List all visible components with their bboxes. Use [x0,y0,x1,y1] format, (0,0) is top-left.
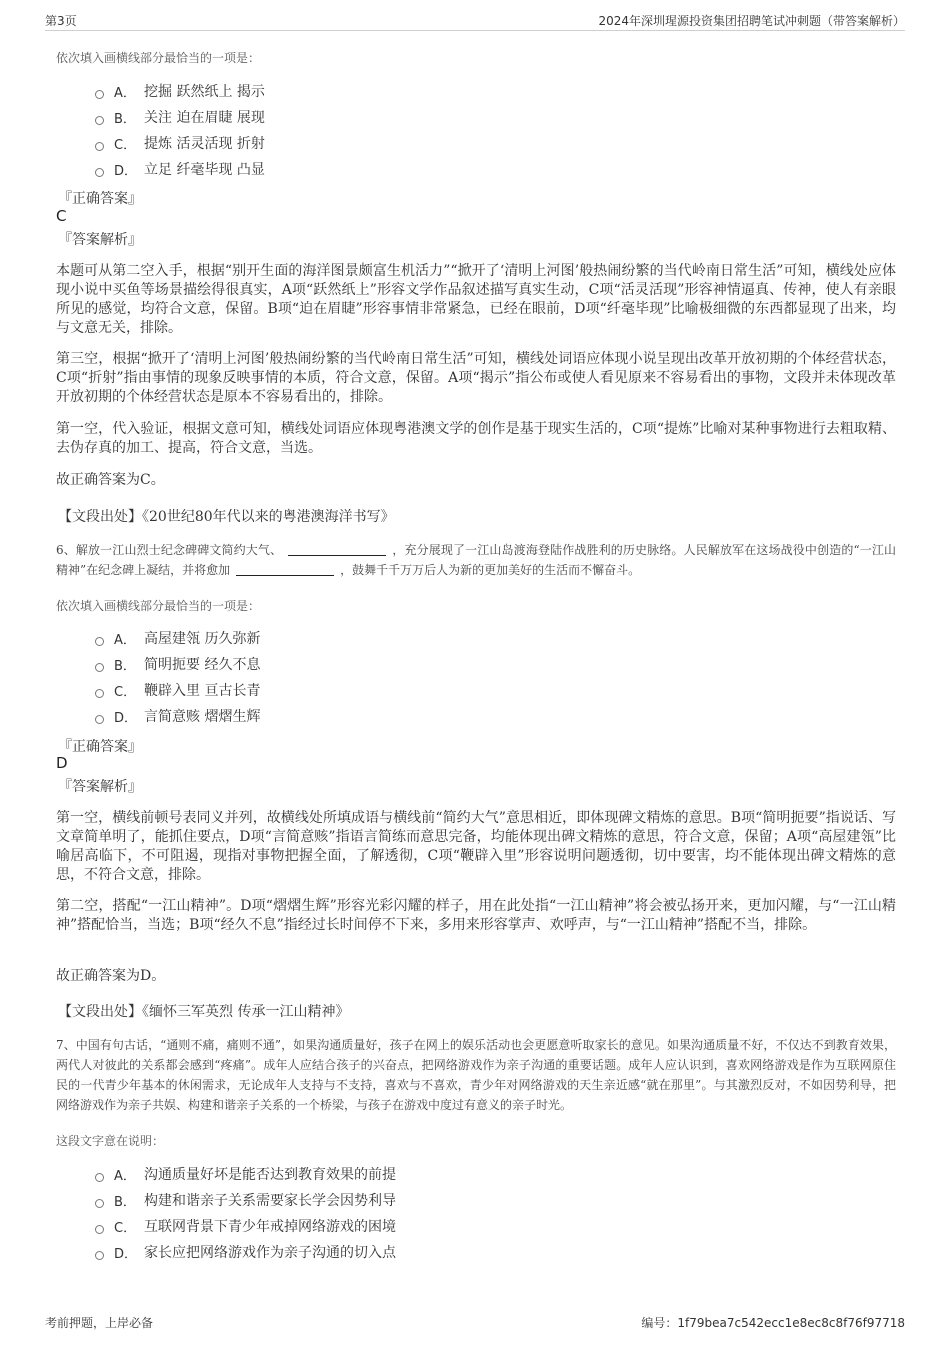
q7-option-b[interactable]: B． 构建和谐亲子关系需要家长学会因势利导 [95,1187,396,1213]
q7-question: 7、中国有句古话，“通则不痛，痛则不通”，如果沟通质量好，孩子在网上的娱乐活动也会更愿意听取家长的意见。如果沟通质量不好，不仅达不到教育效果，两代人对彼此的关系都会感到“疼痛”。成年人应结合孩子的兴奋点，把网络游戏作为亲子沟通的重要话题。成年人应认识到，喜欢网络游戏是作为互联网原住民的一代青少年基本的休闲需求，无论成年人支持与不支持，喜欢与不喜欢，青少年对网络游戏的天生亲近感“就在那里”。与其激烈反对，不如因势利导，把网络游戏作为亲子共娱、构建和谐亲子关系的一个桥梁，与孩子在游戏中度过有意义的亲子时光。 [56,1038,896,1112]
radio-icon[interactable] [95,1225,104,1234]
q5-options [95,78,265,182]
radio-icon[interactable] [95,116,104,125]
page-header [45,8,905,31]
q5-source: 【文段出处】《20世纪80年代以来的粤港澳海洋书写》 [58,509,395,525]
q5-analysis-paragraph: 本题可从第二空入手，根据“别开生面的海洋图景颇富生机活力”“掀开了‘清明上河图’般热闹纷繁的当代岭南日常生活”可知，横线处应体现小说中买鱼等场景描绘得很真实，A项“跃然纸上”形容文学作品叙述描写真实生动，C项“活灵活现”形容神情逼真、传神，使人有亲眼所见的感觉，均符合文意，保留。B项“迫在眉睫”形容事情非常紧急，已经在眼前，D项“纤毫毕现”比喻极细微的东西都显现了出来，均与文意无关，排除。 [56,263,896,336]
q6-analysis-conclusion: 故正确答案为D。 [56,968,166,984]
radio-icon[interactable] [95,689,104,698]
blank-line [288,543,386,556]
q6-prompt: 依次填入画横线部分最恰当的一项是： [56,599,261,613]
q6-analysis-label: 『答案解析』 [58,779,142,795]
q5-analysis-paragraph: 第三空，根据“掀开了‘清明上河图’般热闹纷繁的当代岭南日常生活”可知，横线处词语应体现小说呈现出改革开放初期的个体经营状态，C项“折射”指由事情的现象反映事情的本质，符合文意，保留。A项“揭示”指公布或使人看见原来不容易看出的事物，文段并未体现改革开放初期的个体经营状态是原本不容易看出的，排除。 [56,351,896,405]
q5-option-b[interactable]: B． 关注 迫在眉睫 展现 [95,104,265,130]
radio-icon[interactable] [95,142,104,151]
page-footer [45,1312,905,1332]
q6-analysis-paragraph: 第一空，横线前顿号表同义并列，故横线处所填成语与横线前“简约大气”意思相近，即体现碑文精炼的意思。B项“简明扼要”指说话、写文章简单明了，能抓住要点，D项“言简意赅”指语言简练而意思完备，均能体现出碑文精炼的意思，符合文意，保留；A项“高屋建瓴”比喻居高临下，不可阻遏，现指对事物把握全面，了解透彻，C项“鞭辟入里”形容说明问题透彻，切中要害，均不能体现出碑文精炼的意思，不符合文意，排除。 [56,810,896,883]
document-code: 编号：1f79bea7c542ecc1e8ec8c8f76f97718 [641,1316,905,1330]
q5-option-d[interactable]: D． 立足 纤毫毕现 凸显 [95,156,265,182]
radio-icon[interactable] [95,637,104,646]
q6-option-a[interactable]: A． 高屋建瓴 历久弥新 [95,625,260,651]
q6-option-b[interactable]: B． 简明扼要 经久不息 [95,651,260,677]
q5-analysis-paragraph: 第一空，代入验证，根据文意可知，横线处词语应体现粤港澳文学的创作是基于现实生活的，C项“提炼”比喻对某种事物进行去粗取精、去伪存真的加工、提高，符合文意，当选。 [56,421,896,456]
radio-icon[interactable] [95,1173,104,1182]
q5-analysis-label: 『答案解析』 [58,232,142,248]
blank-line [236,563,334,576]
q7-option-c[interactable]: C． 互联网背景下青少年戒掉网络游戏的困境 [95,1213,396,1239]
q5-prompt: 依次填入画横线部分最恰当的一项是： [56,51,261,65]
footer-slogan: 考前押题，上岸必备 [45,1316,154,1330]
q5-answer: C [56,207,67,225]
q6-question: 6、解放一江山烈士纪念碑碑文简约大气、 ，充分展现了一江山岛渡海登陆作战胜利的历史脉络。人民解放军在这场战役中创造的“一江山精神”在纪念碑上凝结，并将愈加 ，鼓舞千千万万后人为新的更加美好的生活而不懈奋斗。 [56,543,897,577]
radio-icon[interactable] [95,1251,104,1260]
q6-answer: D [56,754,68,772]
q6-option-d[interactable]: D． 言简意赅 熠熠生辉 [95,703,260,729]
q7-option-a[interactable]: A． 沟通质量好坏是能否达到教育效果的前提 [95,1161,396,1187]
radio-icon[interactable] [95,168,104,177]
q7-option-d[interactable]: D． 家长应把网络游戏作为亲子沟通的切入点 [95,1239,396,1265]
radio-icon[interactable] [95,90,104,99]
q6-option-c[interactable]: C． 鞭辟入里 亘古长青 [95,677,260,703]
q5-option-c[interactable]: C． 提炼 活灵活现 折射 [95,130,265,156]
radio-icon[interactable] [95,1199,104,1208]
q7-prompt: 这段文字意在说明： [56,1134,165,1148]
q5-option-a[interactable]: A． 挖掘 跃然纸上 揭示 [95,78,265,104]
q5-analysis-conclusion: 故正确答案为C。 [56,472,165,488]
q6-answer-label: 『正确答案』 [58,739,142,755]
q5-answer-label: 『正确答案』 [58,191,142,207]
radio-icon[interactable] [95,663,104,672]
q6-options [95,625,260,729]
q6-analysis-paragraph: 第二空，搭配“一江山精神”。D项“熠熠生辉”形容光彩闪耀的样子，用在此处指“一江山精神”将会被弘扬开来，更加闪耀，与“一江山精神”搭配恰当，当选；B项“经久不息”指经过长时间停不下来，多用来形容掌声、欢呼声，与“一江山精神”搭配不当，排除。 [56,898,896,933]
q7-options [95,1161,396,1265]
radio-icon[interactable] [95,715,104,724]
document-title: 2024年深圳瑆源投资集团招聘笔试冲刺题（带答案解析） [598,14,905,28]
q6-source: 【文段出处】《缅怀三军英烈 传承一江山精神》 [58,1004,350,1020]
page-number: 第3页 [45,14,77,28]
